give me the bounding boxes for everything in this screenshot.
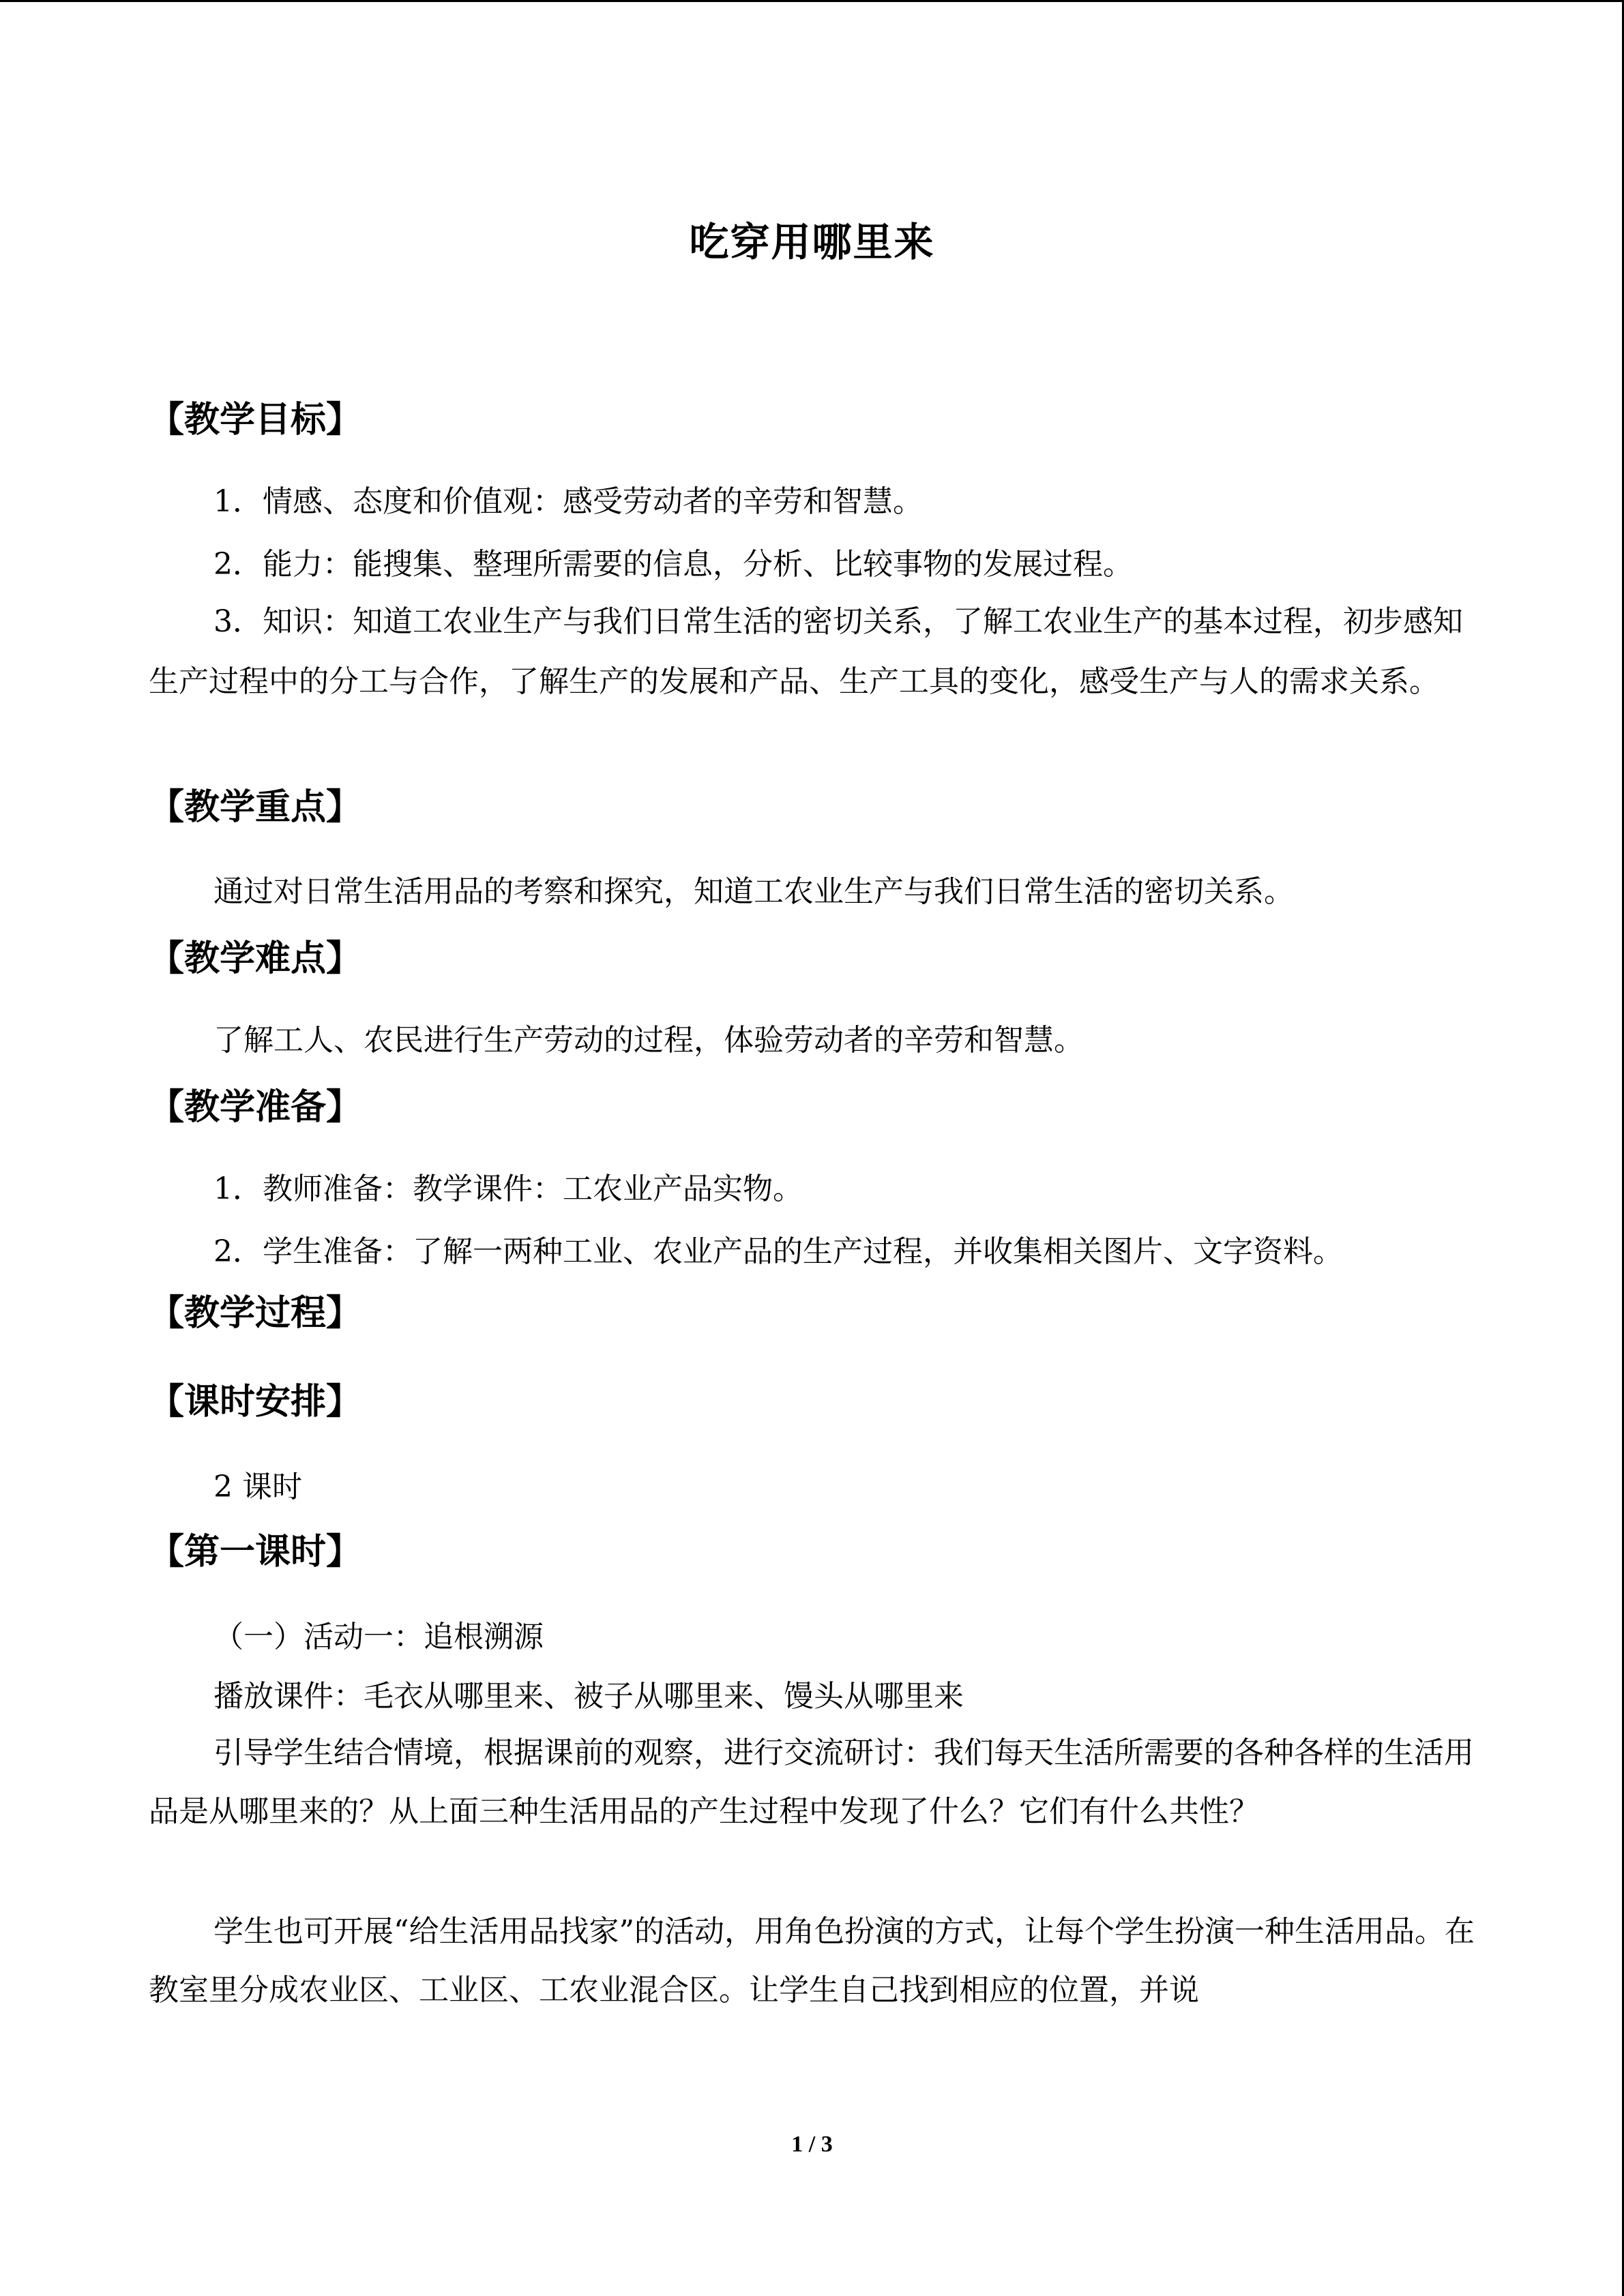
heading-preparation: 【教学准备】 <box>149 1087 362 1128</box>
heading-key-points: 【教学重点】 <box>149 787 362 828</box>
prep-item-2: 2．学生准备：了解一两种工业、农业产品的生产过程，并收集相关图片、文字资料。 <box>213 1234 1343 1269</box>
difficulties-text: 了解工人、农民进行生产劳动的过程，体验劳动者的辛劳和智慧。 <box>213 1023 1084 1058</box>
heading-schedule: 【课时安排】 <box>149 1382 362 1422</box>
activity1-title: （一）活动一：追根溯源 <box>213 1620 544 1654</box>
heading-teaching-process: 【教学过程】 <box>149 1293 362 1334</box>
heading-difficulties: 【教学难点】 <box>149 938 362 979</box>
key-points-text: 通过对日常生活用品的考察和探究，知道工农业生产与我们日常生活的密切关系。 <box>213 874 1294 909</box>
goals-item-1: 1．情感、态度和价值观：感受劳动者的辛劳和智慧。 <box>213 484 923 519</box>
heading-first-lesson: 【第一课时】 <box>149 1532 362 1572</box>
page-border-top <box>0 0 1624 2</box>
prep-item-1: 1．教师准备：教学课件：工农业产品实物。 <box>213 1172 803 1206</box>
activity1-guide: 引导学生结合情境，根据课前的观察，进行交流研讨：我们每天生活所需要的各种各样的生活用品是从哪里来的？从上面三种生活用品的产生过程中发现了什么？它们有什么共性？ <box>149 1735 1474 1829</box>
goals-item-2: 2．能力：能搜集、整理所需要的信息，分析、比较事物的发展过程。 <box>213 547 1133 582</box>
activity1-play-courseware: 播放课件：毛衣从哪里来、被子从哪里来、馒头从哪里来 <box>213 1679 964 1714</box>
page-number: 1 / 3 <box>791 2132 833 2157</box>
activity1-roleplay: 学生也可开展“给生活用品找家”的活动，用角色扮演的方式，让每个学生扮演一种生活用品。在教室里分成农业区、工业区、工农业混合区。让学生自己找到相应的位置，并说 <box>149 1914 1475 2008</box>
heading-teaching-goals: 【教学目标】 <box>149 400 362 441</box>
goals-item-3: 3．知识：知道工农业生产与我们日常生活的密切关系，了解工农业生产的基本过程，初步感知生产过程中的分工与合作，了解生产的发展和产品、生产工具的变化，感受生产与人的需求关系。 <box>149 604 1463 699</box>
schedule-text: 2 课时 <box>213 1470 302 1504</box>
document-title: 吃穿用哪里来 <box>689 219 935 265</box>
